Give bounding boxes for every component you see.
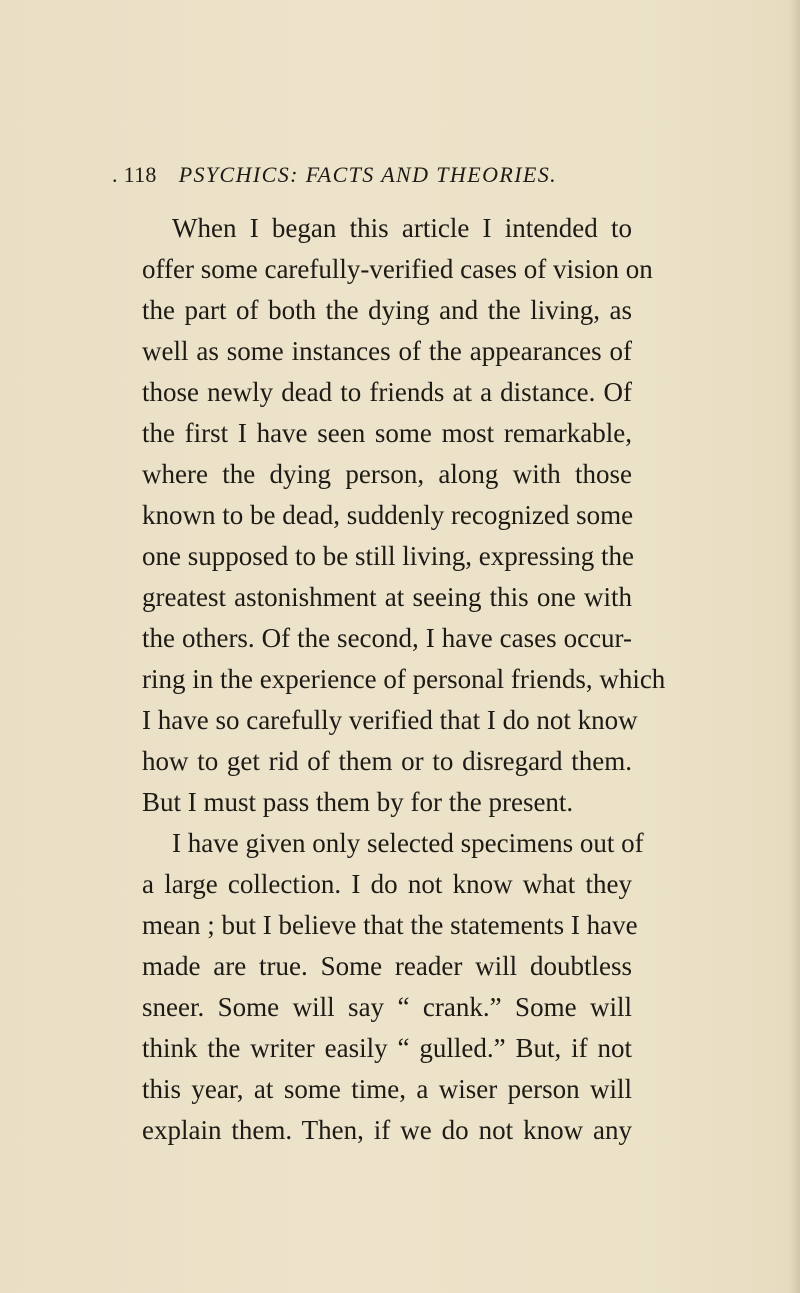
text-line: made are true. Some reader will doubtless xyxy=(142,951,632,981)
running-head xyxy=(112,158,632,192)
text-line: sneer. Some will say “ crank.” Some will xyxy=(142,992,632,1022)
text-line: the first I have seen some most remarkable, xyxy=(142,418,632,448)
text-line: think the writer easily “ gulled.” But, if not xyxy=(142,1033,632,1063)
text-line: known to be dead, suddenly recognized some xyxy=(142,500,634,530)
text-line: well as some instances of the appearances of xyxy=(142,336,632,366)
text-line: the others. Of the second, I have cases occur- xyxy=(142,623,632,653)
text-line: greatest astonishment at seeing this one with xyxy=(142,582,632,612)
text-line: where the dying person, along with those xyxy=(142,459,632,489)
text-line: explain them. Then, if we do not know any xyxy=(142,1115,632,1145)
page-number: . 118 xyxy=(112,162,157,187)
text-line: this year, at some time, a wiser person will xyxy=(142,1074,632,1104)
text-line: ring in the experience of personal friends, which xyxy=(142,664,666,694)
text-line: mean ; but I believe that the statements I have xyxy=(142,910,638,940)
text-line: one supposed to be still living, expressing the xyxy=(142,541,634,571)
text-line: I have given only selected specimens out of xyxy=(172,828,644,858)
text-line: the part of both the dying and the living, as xyxy=(142,295,632,325)
page-edge-shadow xyxy=(788,0,800,1293)
text-line: those newly dead to friends at a distance. Of xyxy=(142,377,632,407)
text-line: I have so carefully verified that I do not know xyxy=(142,705,638,735)
body-text xyxy=(142,208,666,1151)
text-line: how to get rid of them or to disregard them. xyxy=(142,746,632,776)
text-line: But I must pass them by for the present. xyxy=(142,787,574,817)
text-line: a large collection. I do not know what they xyxy=(142,869,632,899)
text-line: When I began this article I intended to xyxy=(172,213,632,243)
text-line: offer some carefully-verified cases of vision on xyxy=(142,254,653,284)
running-title: PSYCHICS: FACTS AND THEORIES. xyxy=(178,162,558,187)
